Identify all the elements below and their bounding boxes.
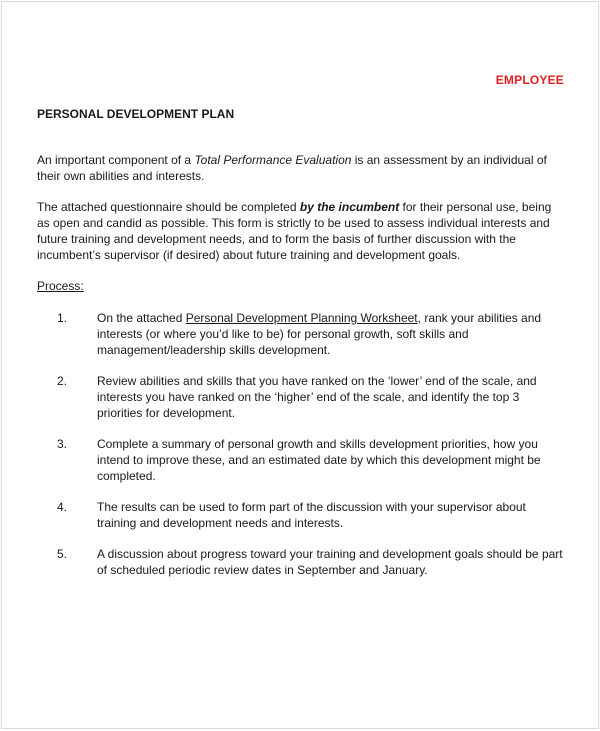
step-number: 5.	[57, 547, 68, 561]
intro-p1-after: is an assessment by an individual of their own abilities and interests.	[37, 153, 547, 183]
step-number: 2.	[57, 374, 68, 388]
process-step-2	[2, 373, 600, 421]
intro-paragraph-2	[37, 199, 567, 263]
process-step-5	[2, 546, 600, 578]
document-page	[1, 1, 599, 729]
process-steps	[2, 310, 600, 593]
step-5-text: A discussion about progress toward your training and development goals should be part of scheduled periodic review dates in September and January.	[97, 547, 563, 577]
intro-p2-before: The attached questionnaire should be completed	[37, 200, 300, 214]
intro-paragraph-1	[37, 152, 567, 184]
worksheet-link[interactable]: Personal Development Planning Worksheet	[185, 311, 418, 325]
intro-p2-after: for their personal use, being as open and candid as possible. This form is strictly to be used to assess individual interests and future training and development needs, and to form the basis of further discussion with the incumbent’s supervisor (if desired) about future training and development goals.	[37, 200, 552, 262]
process-step-3	[2, 436, 600, 484]
step-number: 1.	[57, 311, 68, 325]
intro-p1-before: An important component of a	[37, 153, 195, 167]
step-number: 3.	[57, 437, 68, 451]
step-1-before: On the attached	[97, 311, 186, 325]
step-3-text: Complete a summary of personal growth and skills development priorities, how you intend to improve these, and an estimated date by which this development might be completed.	[97, 437, 541, 483]
intro-p2-emphasis: by the incumbent	[299, 200, 400, 214]
step-number: 4.	[57, 500, 68, 514]
process-heading: Process:	[37, 279, 84, 293]
process-step-4	[2, 499, 600, 531]
step-1-after: , rank your abilities and interests (or where you’d like to be) for personal growth, soft skills and management/leadership skills development.	[97, 311, 542, 357]
process-step-1	[2, 310, 600, 358]
employee-tag: EMPLOYEE	[495, 73, 564, 87]
step-2-text: Review abilities and skills that you have ranked on the ‘lower’ end of the scale, and interests you have ranked on the ‘higher’ end of the scale, and identify the top 3 priorities for development.	[97, 374, 537, 420]
intro-p1-italic: Total Performance Evaluation	[194, 153, 352, 167]
document-title: PERSONAL DEVELOPMENT PLAN	[37, 107, 235, 121]
step-4-text: The results can be used to form part of the discussion with your supervisor about training and development needs and interests.	[97, 500, 526, 530]
